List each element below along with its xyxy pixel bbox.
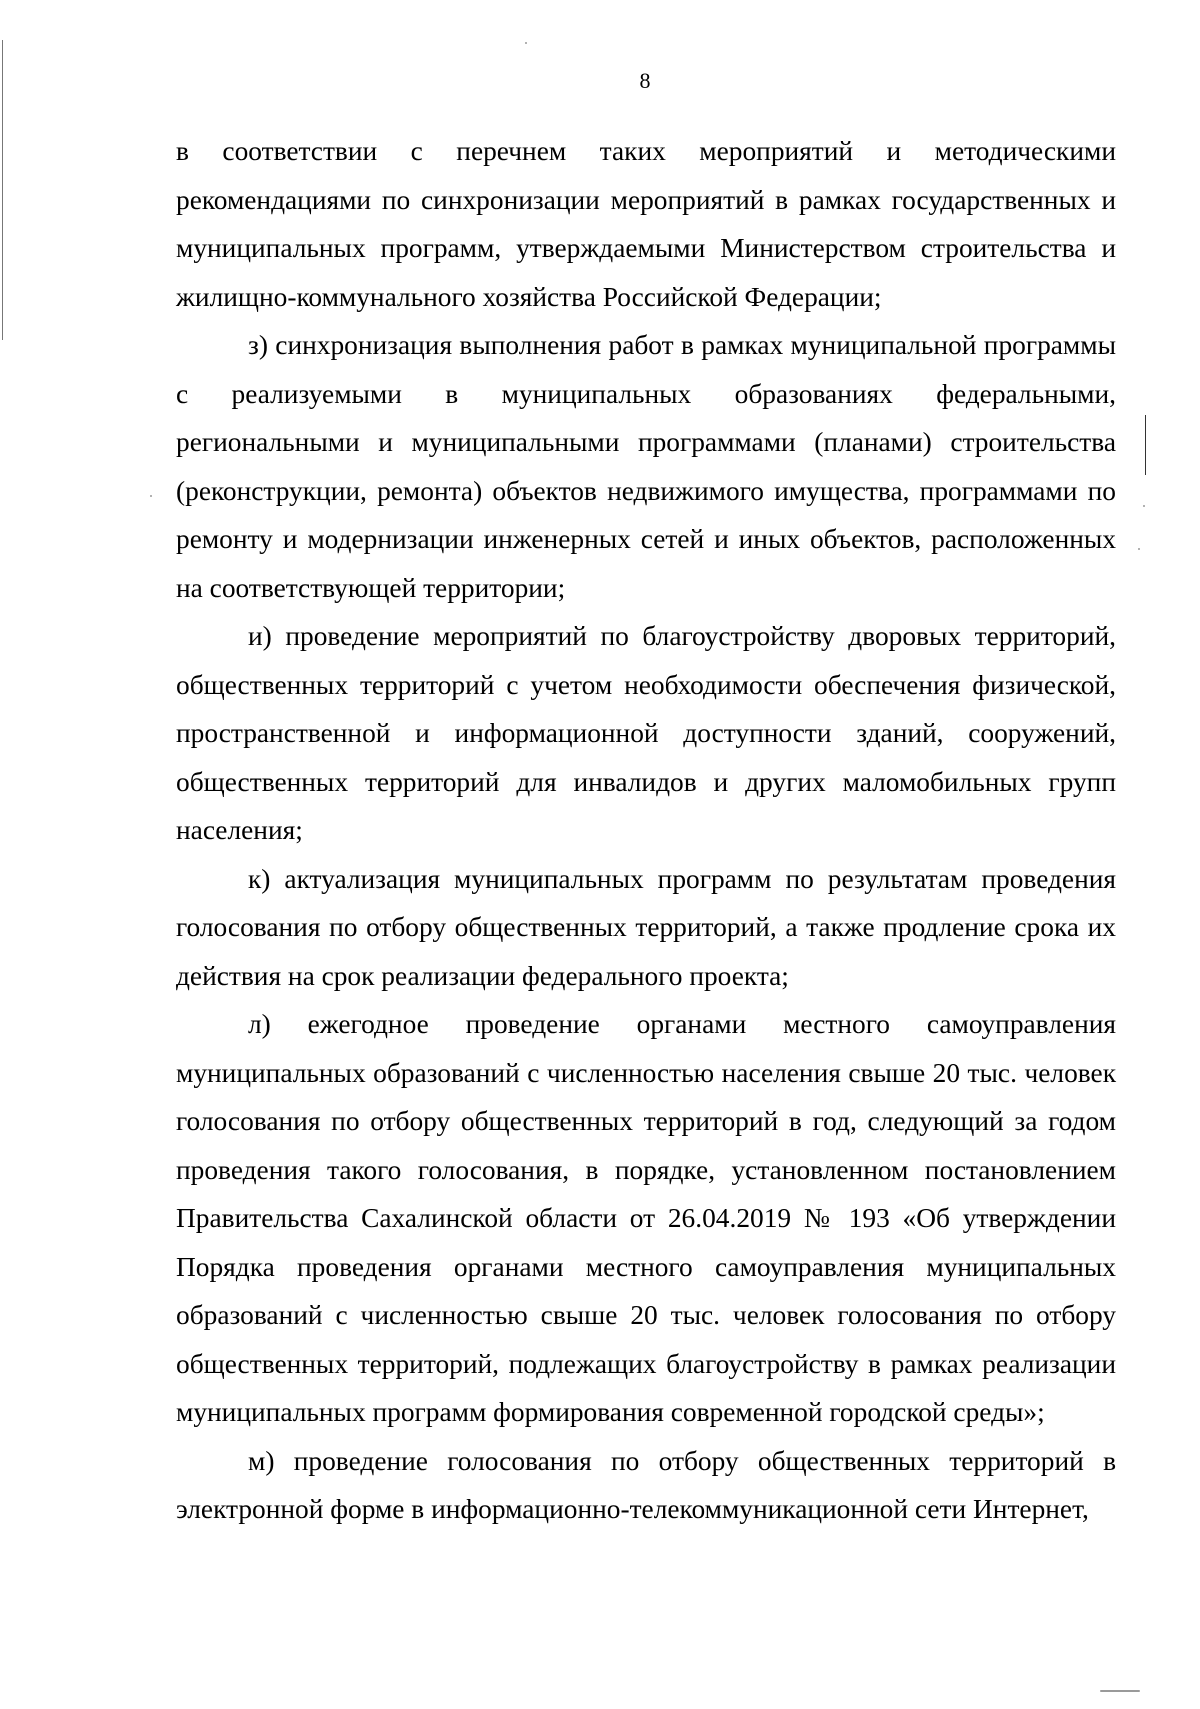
document-body [176, 127, 1116, 1534]
scan-speck [1100, 1690, 1140, 1692]
right-margin-scan-mark [1145, 415, 1146, 475]
scan-speck [525, 42, 527, 44]
paragraph-item-l: л) ежегодное проведение органами местного самоуправления муниципальных образований с численностью населения свыше 20 тыс. человек голосования по отбору общественных территорий в год, следующий за годом проведения такого голосования, в порядке, установленном постановлением Правительства Сахалинской области от 26.04.2019 № 193 «Об утверждении Порядка проведения органами местного самоуправления муниципальных образований с численностью свыше 20 тыс. человек голосования по отбору общественных территорий, подлежащих благоустройству в рамках реализации муниципальных программ формирования современной городской среды»; [176, 1009, 1116, 1427]
scan-speck [1143, 505, 1145, 507]
paragraph-continuation: в соответствии с перечнем таких мероприятий и методическими рекомендациями по синхронизации мероприятий в рамках государственных и муниципальных программ, утверждаемыми Министерством строительства и жилищно-коммунального хозяйства Российской Федерации; [176, 136, 1116, 312]
scan-speck [1138, 548, 1140, 550]
scan-speck [150, 495, 152, 497]
paragraph-item-m: м) проведение голосования по отбору общественных территорий в электронной форме в информационно-телекоммуникационной сети Интернет, [176, 1445, 1116, 1524]
paragraph-item-z: з) синхронизация выполнения работ в рамках муниципальной программы с реализуемыми в муниципальных образованиях федеральными, региональными и муниципальными программами (планами) строительства (реконструкции, ремонта) объектов недвижимого имущества, программами по ремонту и модернизации инженерных сетей и иных объектов, расположенных на соответствующей территории; [176, 330, 1116, 603]
paragraph-item-k: к) актуализация муниципальных программ по результатам проведения голосования по отбору общественных территорий, а также продление срока их действия на срок реализации федерального проекта; [176, 863, 1116, 991]
paragraph-item-i: и) проведение мероприятий по благоустройству дворовых территорий, общественных территорий с учетом необходимости обеспечения физической, пространственной и информационной доступности зданий, сооружений, общественных территорий для инвалидов и других маломобильных групп населения; [176, 621, 1116, 845]
page-number: 8 [639, 68, 651, 93]
